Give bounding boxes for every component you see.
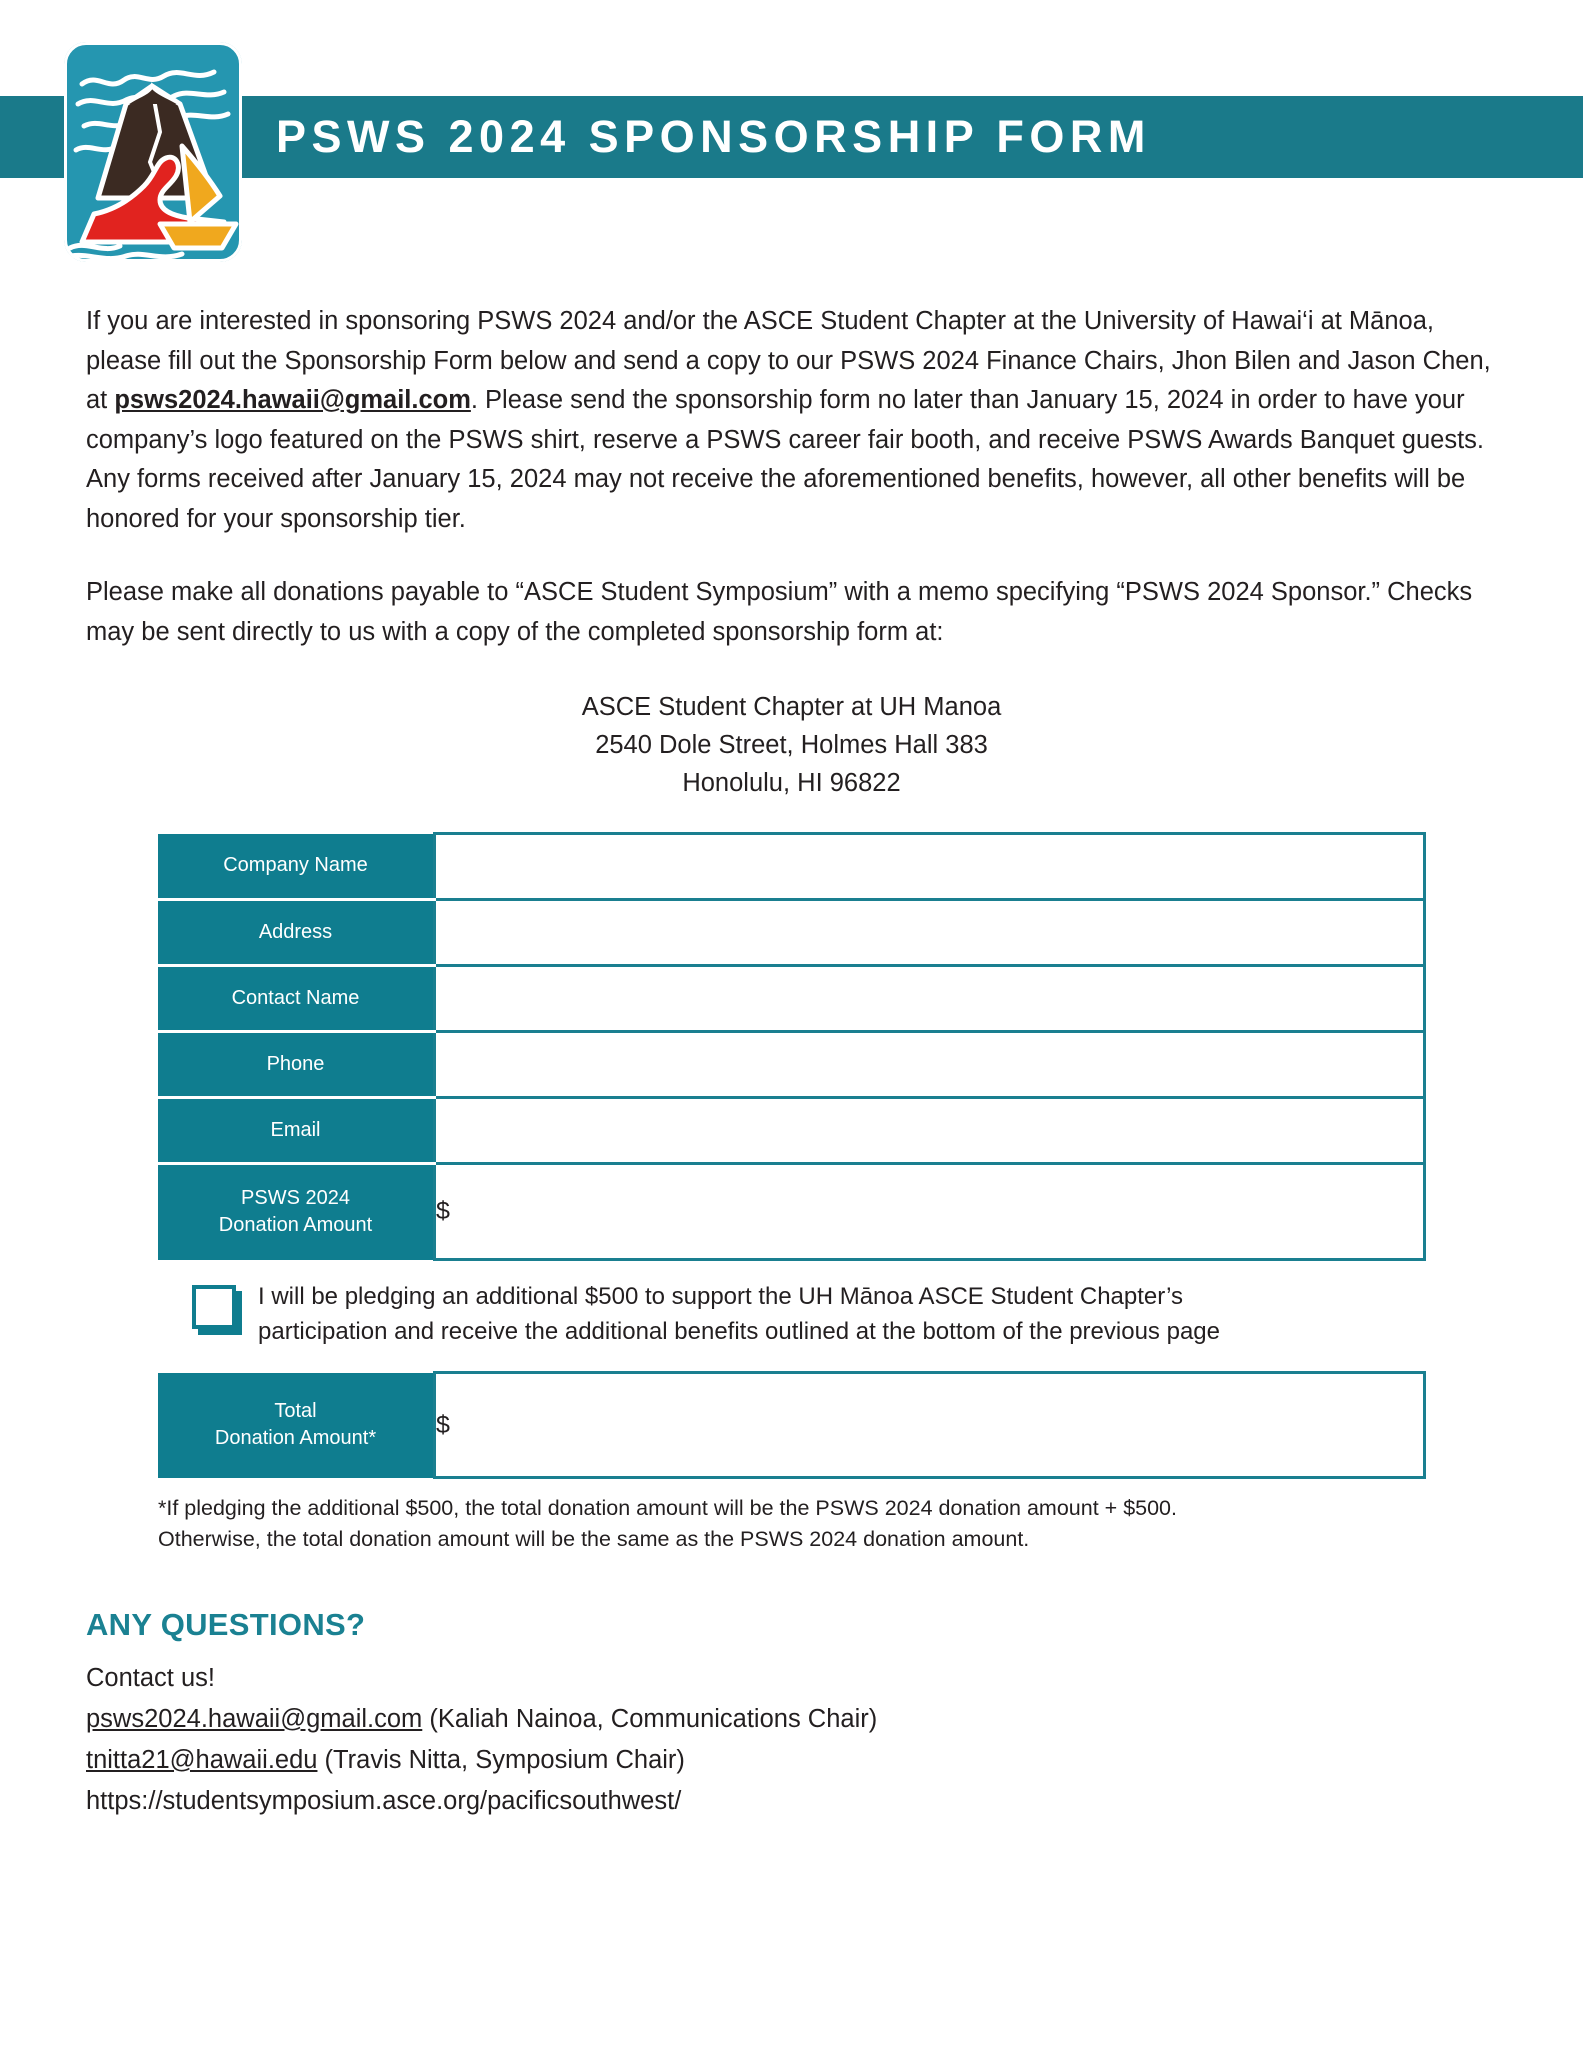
input-email[interactable] — [435, 1098, 1425, 1164]
table-row — [158, 1032, 1425, 1098]
intro-text-before-email: If you are interested in sponsoring PSWS 2024 and/or the ASCE Student Chapter at the University of Hawai‘i at Mānoa, please fill out the Sponsorship Form below and send a copy to our PSWS 2024 Finance Chairs, Jhon Bilen and Jason Chen, at — [86, 307, 1491, 414]
total-donation-table — [158, 1371, 1426, 1479]
questions-heading: ANY QUESTIONS? — [86, 1607, 366, 1642]
label-phone: Phone — [158, 1032, 435, 1098]
finance-chairs-email-link[interactable]: psws2024.hawaii@gmail.com — [114, 386, 471, 414]
table-row — [158, 1373, 1425, 1478]
footnote-line-2: Otherwise, the total donation amount will be the same as the PSWS 2024 donation amount. — [158, 1527, 1030, 1551]
table-row — [158, 1164, 1425, 1260]
address-line-3: Honolulu, HI 96822 — [682, 769, 901, 797]
psws-volcano-sailboat-logo — [64, 42, 242, 262]
contact-email-1-link[interactable]: psws2024.hawaii@gmail.com — [86, 1705, 423, 1733]
pledge-label-line-1: I will be pledging an additional $500 to support the UH Mānoa ASCE Student Chapter’s — [258, 1283, 1184, 1310]
address-line-2: 2540 Dole Street, Holmes Hall 383 — [595, 731, 988, 759]
label-total-donation-amount — [158, 1373, 435, 1478]
page-content — [0, 262, 1583, 1821]
table-row — [158, 900, 1425, 966]
pledge-checkbox-label — [258, 1279, 1426, 1349]
address-line-1: ASCE Student Chapter at UH Manoa — [581, 693, 1002, 721]
contact-email-2-note: (Travis Nitta, Symposium Chair) — [317, 1746, 685, 1774]
label-address: Address — [158, 900, 435, 966]
pledge-checkbox[interactable] — [192, 1285, 236, 1329]
label-donation-line-2: Donation Amount — [218, 1214, 373, 1237]
page-title: PSWS 2024 SPONSORSHIP FORM — [276, 111, 1151, 162]
label-email: Email — [158, 1098, 435, 1164]
table-row — [158, 834, 1425, 900]
label-contact-name: Contact Name — [158, 966, 435, 1032]
symposium-website-line[interactable]: https://studentsymposium.asce.org/pacificsouthwest/ — [86, 1787, 682, 1815]
contact-email-1-line — [86, 1700, 1583, 1739]
input-phone[interactable] — [435, 1032, 1425, 1098]
pledge-checkbox-row — [158, 1279, 1426, 1349]
total-footnote — [158, 1493, 1408, 1555]
input-address[interactable] — [435, 900, 1425, 966]
intro-paragraph-1 — [86, 262, 1497, 539]
intro-text-after-email: . Please send the sponsorship form no later than January 15, 2024 in order to have your company’s logo featured on the PSWS shirt, reserve a PSWS career fair booth, and receive PSWS Awards Banquet guests. Any forms received after January 15, 2024 may not receive the aforementioned benefits, however, all other benefits will be honored for your sponsorship tier. — [86, 386, 1485, 533]
label-donation-line-1: PSWS 2024 — [241, 1187, 350, 1210]
input-company-name[interactable] — [435, 834, 1425, 900]
questions-section — [86, 1607, 1583, 1821]
pledge-label-line-2: participation and receive the additional benefits outlined at the bottom of the previous page — [258, 1318, 1220, 1345]
table-row — [158, 1098, 1425, 1164]
sponsorship-form-table — [158, 832, 1426, 1261]
label-company-name: Company Name — [158, 834, 435, 900]
contact-email-2-line — [86, 1741, 1583, 1780]
mailing-address-block — [0, 688, 1583, 802]
input-contact-name[interactable] — [435, 966, 1425, 1032]
table-row — [158, 966, 1425, 1032]
input-total-donation-amount[interactable]: $ — [435, 1373, 1425, 1478]
intro-paragraph-2: Please make all donations payable to “ASCE Student Symposium” with a memo specifying “PSWS 2024 Sponsor.” Checks may be sent directly to us with a copy of the completed sponsorship form at: — [86, 578, 1473, 646]
checkbox-box — [192, 1285, 236, 1329]
label-total-line-1: Total — [274, 1400, 317, 1422]
contact-email-1-note: (Kaliah Nainoa, Communications Chair) — [422, 1705, 878, 1733]
contact-us-line: Contact us! — [86, 1664, 215, 1692]
page-header — [0, 0, 1583, 262]
label-psws-donation-amount — [158, 1164, 435, 1260]
footnote-line-1: *If pledging the additional $500, the total donation amount will be the PSWS 2024 donation amount + $500. — [158, 1496, 1177, 1520]
label-total-line-2: Donation Amount* — [214, 1427, 377, 1449]
input-psws-donation-amount[interactable]: $ — [435, 1164, 1425, 1260]
contact-email-2-link[interactable]: tnitta21@hawaii.edu — [86, 1746, 318, 1774]
